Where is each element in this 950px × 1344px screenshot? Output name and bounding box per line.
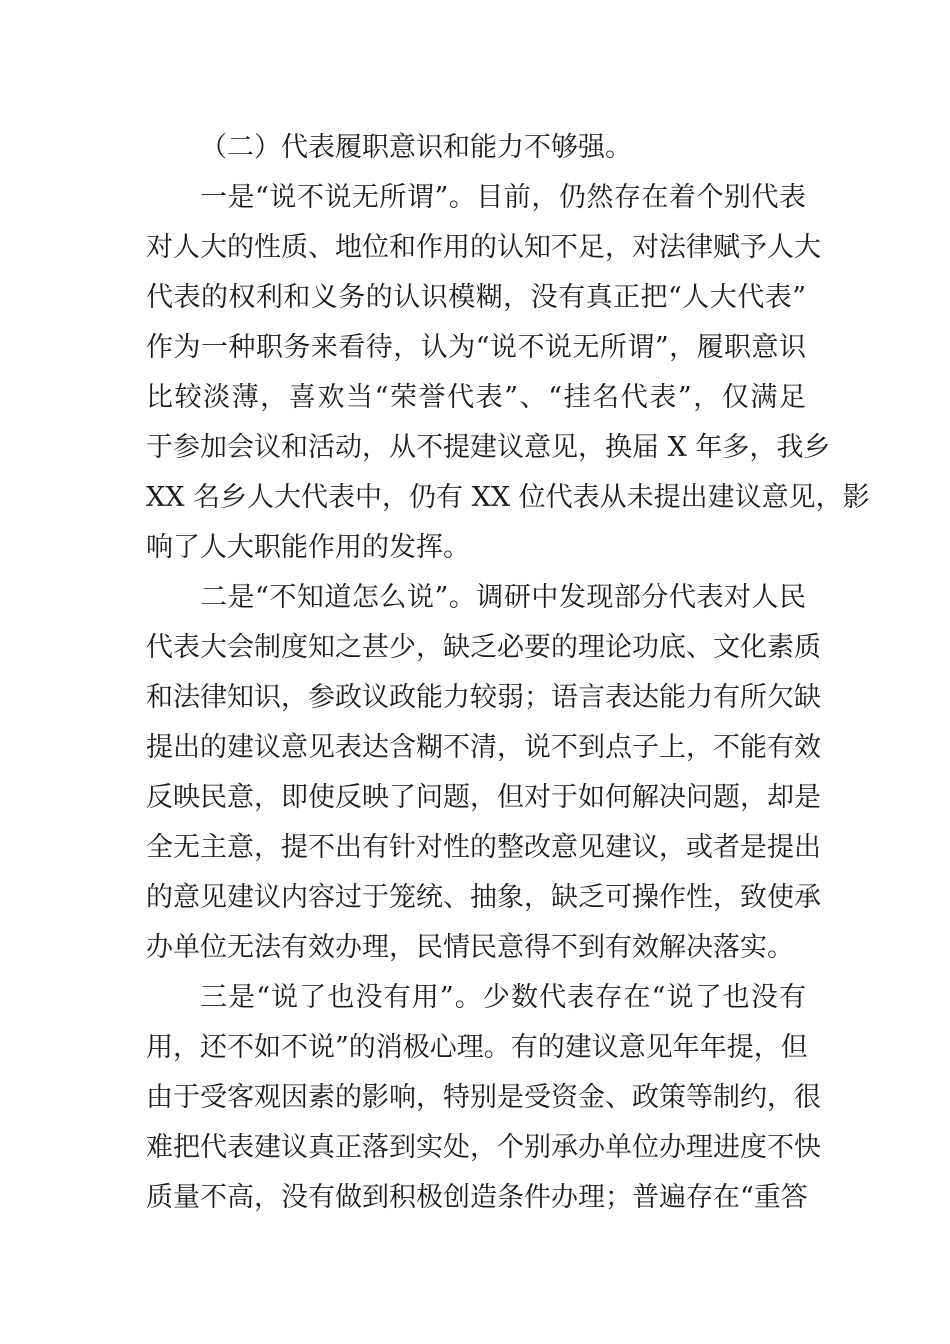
paragraph-line: 全无主意，提不出有针对性的整改意见建议，或者是提出 — [146, 832, 821, 863]
paragraph-line: 对人大的性质、地位和作用的认知不足，对法律赋予人大 — [146, 232, 821, 263]
paragraph-line: 由于受客观因素的影响，特别是受资金、政策等制约，很 — [146, 1082, 821, 1113]
paragraph-line: 和法律知识，参政议政能力较弱；语言表达能力有所欠缺 — [146, 682, 821, 713]
paragraph-line: XX 名乡人大代表中，仍有 XX 位代表从未提出建议意见，影 — [146, 482, 870, 513]
section-heading: （二）代表履职意识和能力不够强。 — [200, 132, 632, 163]
paragraph-line: 难把代表建议真正落到实处，个别承办单位办理进度不快 — [146, 1132, 821, 1163]
paragraph-line: 于参加会议和活动，从不提建议意见，换届 X 年多，我乡 — [146, 432, 831, 463]
paragraph-line: 代表的权利和义务的认识模糊，没有真正把“人大代表” — [146, 282, 806, 313]
paragraph-line: 比较淡薄，喜欢当“荣誉代表”、“挂名代表”，仅满足 — [146, 382, 806, 413]
paragraph-line: 响了人大职能作用的发挥。 — [146, 532, 470, 563]
paragraph-line: 代表大会制度知之甚少，缺乏必要的理论功底、文化素质 — [146, 632, 821, 663]
paragraph-line: 一是“说不说无所谓”。目前，仍然存在着个别代表 — [200, 182, 806, 213]
paragraph-line: 二是“不知道怎么说”。调研中发现部分代表对人民 — [200, 582, 806, 613]
paragraph-line: 的意见建议内容过于笼统、抽象，缺乏可操作性，致使承 — [146, 882, 821, 913]
paragraph-line: 反映民意，即使反映了问题，但对于如何解决问题，却是 — [146, 782, 821, 813]
paragraph-line: 三是“说了也没有用”。少数代表存在“说了也没有 — [200, 982, 806, 1013]
paragraph-line: 用，还不如不说”的消极心理。有的建议意见年年提，但 — [146, 1032, 808, 1063]
paragraph-line: 提出的建议意见表达含糊不清，说不到点子上，不能有效 — [146, 732, 821, 763]
paragraph-line: 办单位无法有效办理，民情民意得不到有效解决落实。 — [146, 932, 794, 963]
paragraph-line: 作为一种职务来看待，认为“说不说无所谓”，履职意识 — [146, 332, 806, 363]
paragraph-line: 质量不高，没有做到积极创造条件办理；普遍存在“重答 — [146, 1182, 808, 1213]
